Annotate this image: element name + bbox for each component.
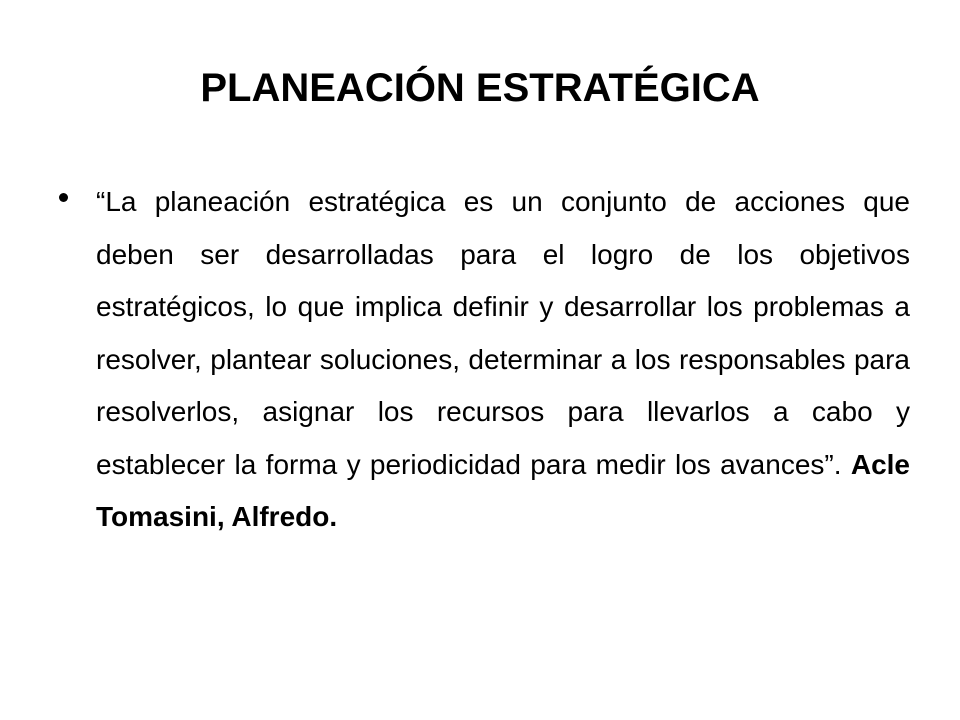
slide-body bbox=[56, 176, 910, 544]
bullet-paragraph bbox=[96, 176, 910, 544]
author-name: Acle Tomasini, Alfredo. bbox=[96, 448, 910, 532]
bullet-item bbox=[56, 176, 910, 544]
quote-text: “La planeación estratégica es un conjunto de acciones que deben ser desarrolladas para el logro de los objetivos estratégicos, lo que implica definir y desarrollar los problemas a resolver, plantear soluciones, determinar a los responsables para resolverlos, asignar los recursos para llevarlos a cabo y establecer la forma y periodicidad para medir los avances”. bbox=[96, 186, 910, 480]
bullet-dot-icon bbox=[59, 193, 68, 202]
slide-title: PLANEACIÓN ESTRATÉGICA bbox=[200, 66, 760, 110]
